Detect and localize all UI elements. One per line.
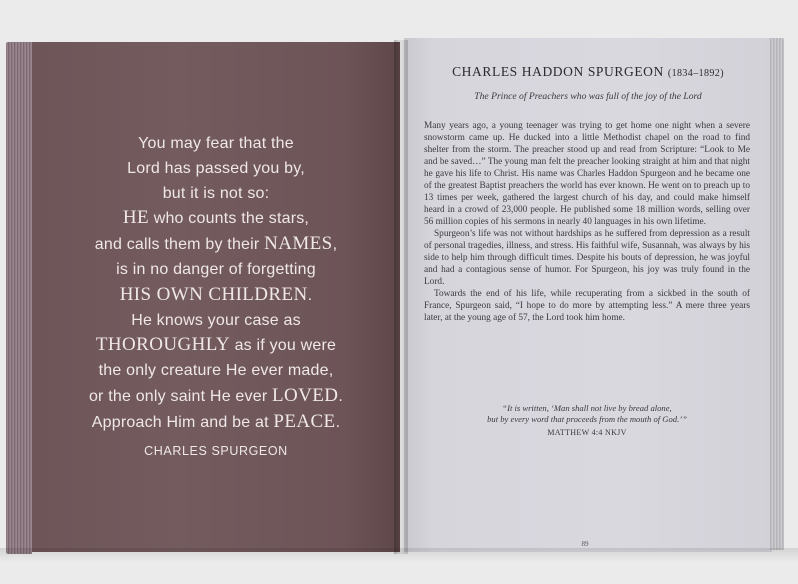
quote-text: is in no danger of forgetting <box>116 260 316 278</box>
quote-line <box>40 157 392 182</box>
quote-text: , <box>332 236 338 254</box>
quote-line <box>40 132 392 157</box>
biography-years: (1834–1892) <box>667 68 724 79</box>
biography-paragraph-1: Many years ago, a young teenager was trying to get home one night when a severe snowstorm came up. He ducked into a little Methodist chapel on the road to find shelter from the storm. The preacher stood up and read from Scripture: “Look to Me and be saved…” The young man felt the preacher looking straight at him and that night he gave his life to Christ. His name was Charles Haddon Spurgeon and he became one of the greatest Baptist preachers the world has ever known. He went on to preach up to 13 times per week, gathered the largest church of his day, and could make himself heard in a crowd of 23,000 people. He published some 18 million words, selling over 56 million copies of his sermons in nearly 40 languages in his own lifetime. <box>424 121 750 227</box>
table-surface-shadow <box>0 548 798 562</box>
quote-line <box>40 258 392 283</box>
right-page-edges <box>770 38 784 550</box>
scripture-verse-line-1: “It is written, ‘Man shall not live by bread alone, <box>502 403 672 413</box>
biography-name: CHARLES HADDON SPURGEON <box>452 64 664 79</box>
quote-text: Lord has passed you by, <box>127 159 305 177</box>
book-spine <box>394 40 408 554</box>
quote-text: but it is not so: <box>162 184 270 202</box>
biography-subtitle: The Prince of Preachers who was full of the joy of the Lord <box>474 91 702 102</box>
quote-text: He knows your case as <box>131 311 301 329</box>
biography-paragraph-2: Spurgeon’s life was not without hardships as he suffered from depression as a result of personal tragedies, illness, and stress. His faithful wife, Susannah, was always by his side to help him through difficult times. Despite his bouts of depression, he was joyful and had a contagious sense of humor. For Spurgeon, his joy was truly found in the Lord. <box>424 229 750 287</box>
quote-line <box>40 309 392 334</box>
quote-text: or the only saint He ever <box>88 387 273 405</box>
biography-body <box>424 120 750 324</box>
quote-text: . <box>335 413 341 431</box>
quote-emphasis: LOVED <box>272 384 339 406</box>
biography-title <box>420 64 756 80</box>
quote-emphasis: HIS OWN CHILDREN <box>119 283 308 305</box>
quote-text: . <box>307 286 313 304</box>
quote-emphasis: THOROUGHLY <box>95 334 230 356</box>
scripture-verse <box>424 403 750 426</box>
quote-text: You may fear that the <box>138 135 294 152</box>
quote-emphasis: HE <box>122 207 150 229</box>
quote-text: as if you were <box>229 337 337 355</box>
quote-line <box>40 182 392 207</box>
left-page-edges <box>6 42 32 554</box>
scripture-reference: MATTHEW 4:4 NKJV <box>547 428 627 437</box>
quote-emphasis: NAMES <box>264 233 333 255</box>
quote-line <box>40 283 392 309</box>
page-number: 89 <box>581 540 589 548</box>
quote-author: CHARLES SPURGEON <box>144 444 288 458</box>
quote-line <box>40 333 392 359</box>
quote-line <box>40 206 392 232</box>
quote-text: who counts the stars, <box>149 210 310 228</box>
quote-text: the only creature He ever made, <box>98 362 334 380</box>
quote-text: Approach Him and be at <box>91 413 274 431</box>
quote-text: . <box>338 387 344 405</box>
quote-line <box>40 359 392 384</box>
quote-text: and calls them by their <box>94 236 265 254</box>
quote-line <box>40 410 392 436</box>
spurgeon-quote <box>40 132 392 436</box>
scripture-verse-line-2: but by every word that proceeds from the mouth of God.’” <box>487 414 687 425</box>
quote-line <box>40 232 392 258</box>
biography-paragraph-3: Towards the end of his life, while recuperating from a sickbed in the south of France, Spurgeon said, “I hope to do more by attempting less.” A mere three years later, at the young age of 57, the Lord took him home. <box>424 289 750 323</box>
quote-emphasis: PEACE <box>273 410 336 432</box>
quote-line <box>40 384 392 410</box>
